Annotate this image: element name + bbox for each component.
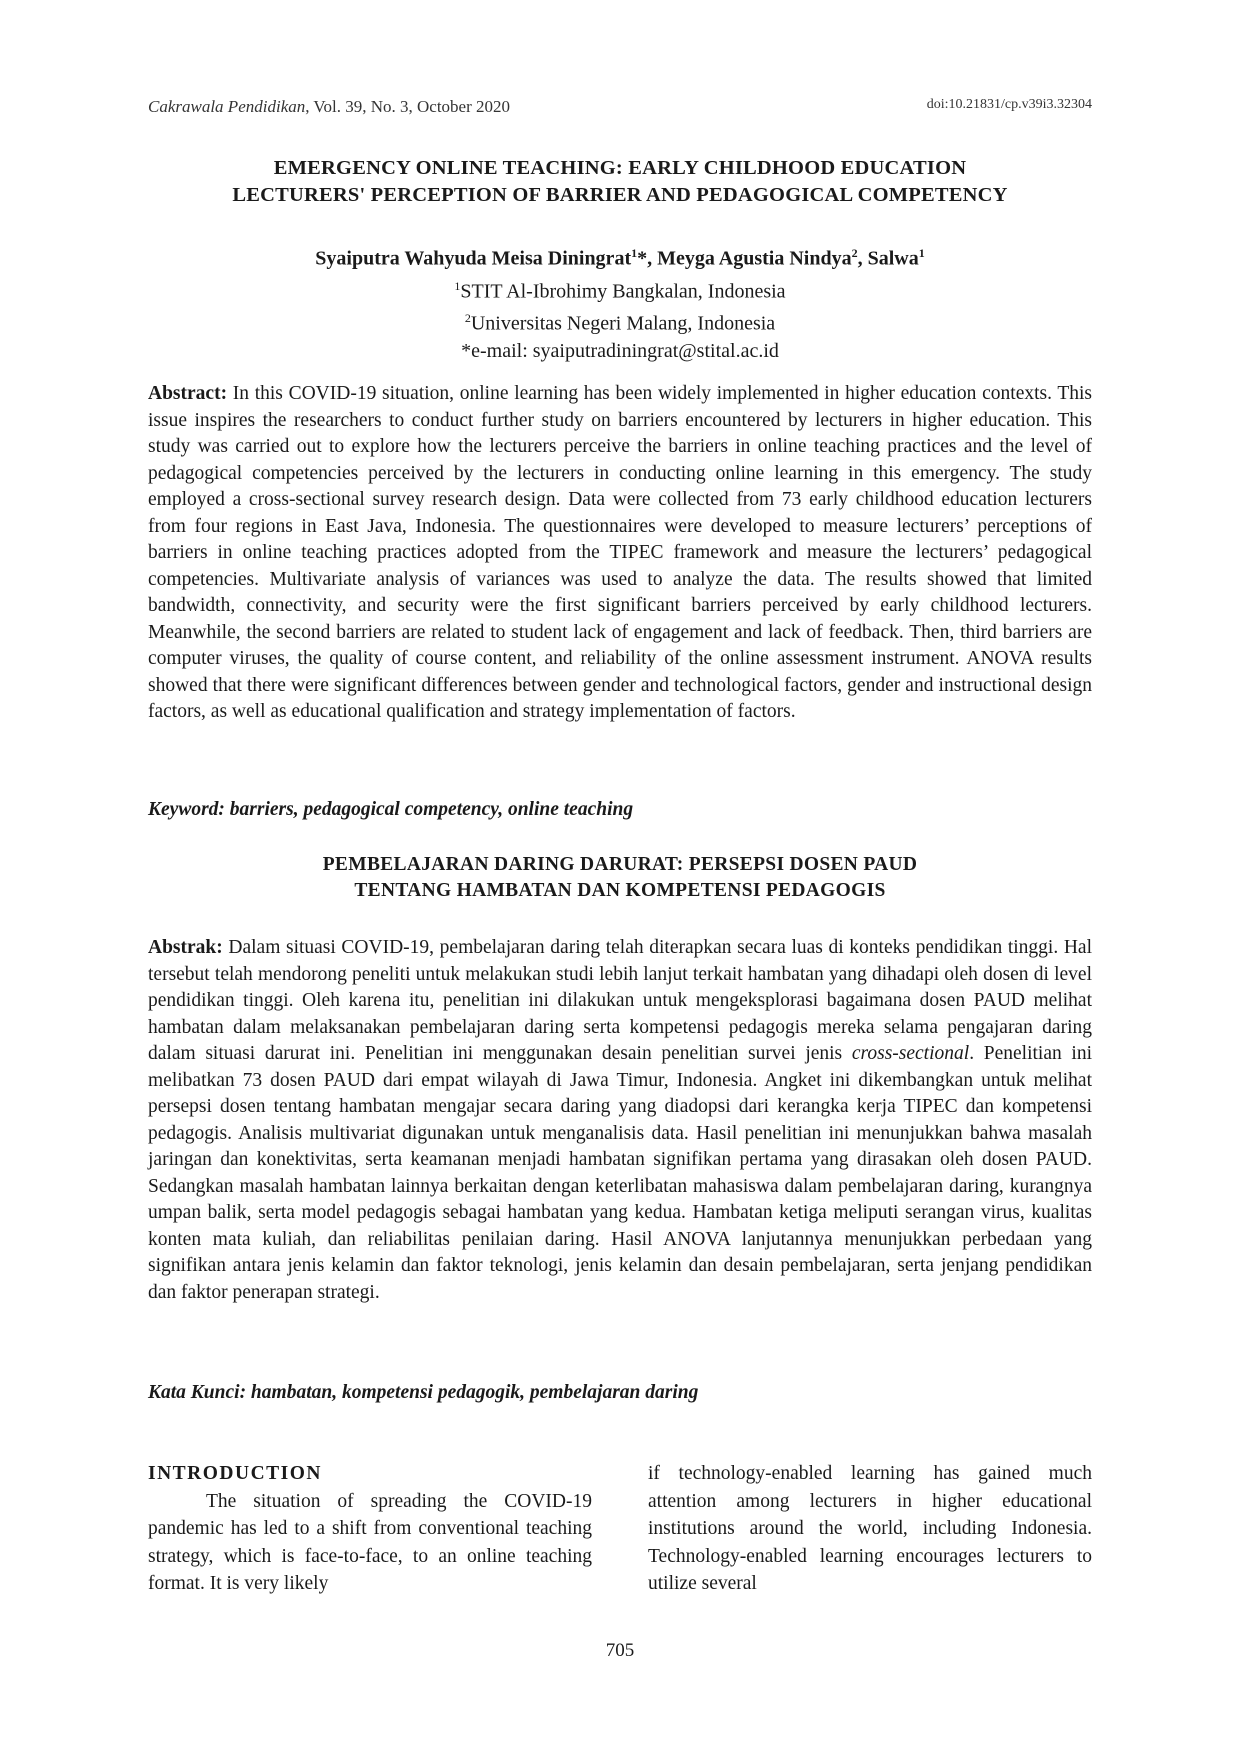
affiliation-2-mark: 2 [464, 311, 471, 326]
corresponding-mark: *, [637, 247, 658, 270]
author-2: Meyga Agustia Nindya [657, 247, 852, 270]
author-block [148, 240, 1092, 365]
title-line-1: EMERGENCY ONLINE TEACHING: EARLY CHILDHOOD EDUCATION [273, 157, 967, 179]
author-3-affiliation-mark: 1 [918, 246, 925, 260]
affiliation-1 [148, 273, 1092, 306]
affiliation-2-text: Universitas Negeri Malang, Indonesia [470, 312, 776, 335]
journal-issue: , Vol. 39, No. 3, October 2020 [305, 97, 511, 116]
author-1-affiliation-mark: 1 [631, 246, 638, 260]
abstrak-text-part-2: . Penelitian ini melibatkan 73 dosen PAUD dari empat wilayah di Jawa Timur, Indonesia. Angket ini dikembangkan untuk melihat persepsi dosen tentang hambatan mengajar secara daring yang diadopsi dari kerangka kerja TIPEC dan kompetensi pedagogis. Analisis multivariat digunakan untuk menganalisis data. Hasil penelitian ini menunjukkan bahwa masalah jaringan dan konektivitas, serta keamanan menjadi hambatan signifikan pertama yang dirasakan oleh dosen PAUD. Sedangkan masalah hambatan lainnya berkaitan dengan keterlibatan mahasiswa dalam pembelajaran daring, kurangnya umpan balik, serta model pedagogis sebagai hambatan yang kedua. Hambatan ketiga meliputi serangan virus, kualitas konten mata kuliah, dan reliabilitas penilaian daring. Hasil ANOVA lanjutannya menunjukkan perbedaan yang signifikan antara jenis kelamin dan faktor teknologi, jenis kelamin dan desain pembelajaran, serta jenjang pendidikan dan faktor penerapan strategi. [148, 1043, 1092, 1303]
abstrak-text-part-1: Dalam situasi COVID-19, pembelajaran daring telah diterapkan secara luas di konteks pendidikan tinggi. Hal tersebut telah mendorong peneliti untuk melakukan studi lebih lanjut terkait hambatan yang dihadapi oleh dosen di level pendidikan tinggi. Oleh karena itu, penelitian ini dilakukan untuk mengeksplorasi bagaimana dosen PAUD melihat hambatan dalam melaksanakan pembelajaran daring serta kompetensi pedagogis mereka selama pengajaran daring dalam situasi darurat ini. Penelitian ini menggunakan desain penelitian survei jenis [148, 937, 1092, 1064]
paper-title [148, 155, 1092, 209]
introduction-left-column [148, 1460, 592, 1598]
abstract-text: In this COVID-19 situation, online learning has been widely implemented in higher education contexts. This issue inspires the researchers to conduct further study on barriers encountered by lecturers in higher education. This study was carried out to explore how the lecturers perceive the barriers in online teaching practices and the level of pedagogical competencies perceived by the lecturers in conducting online learning in this emergency. The study employed a cross-sectional survey research design. Data were collected from 73 early childhood education lecturers from four regions in East Java, Indonesia. The questionnaires were developed to measure lecturers’ perceptions of barriers in online teaching practices adopted from the TIPEC framework and measure the lecturers’ pedagogical competencies. Multivariate analysis of variances was used to analyze the data. The results showed that limited bandwidth, connectivity, and security were the first significant barriers perceived by early childhood lecturers. Meanwhile, the second barriers are related to student lack of engagement and lack of feedback. Then, third barriers are computer viruses, the quality of course content, and reliability of the online assessment instrument. ANOVA results showed that there were significant differences between gender and technological factors, gender and instructional design factors, as well as educational qualification and strategy implementation of factors. [148, 383, 1092, 722]
introduction-right-column [648, 1460, 1092, 1598]
introduction-paragraph-right: if technology-enabled learning has gained much attention among lecturers in higher educational institutions around the world, including Indonesia. Technology-enabled learning encourages lecturers to utilize several [648, 1463, 1092, 1594]
indonesian-title [148, 852, 1092, 904]
abstract-label: Abstract: [148, 383, 228, 404]
keywords-indonesian: Kata Kunci: hambatan, kompetensi pedagogik, pembelajaran daring [148, 1382, 699, 1403]
journal-name: Cakrawala Pendidikan [148, 97, 306, 116]
keywords-english: Keyword: barriers, pedagogical competency, online teaching [148, 799, 634, 820]
author-separator: , [857, 247, 868, 270]
corresponding-email: *e-mail: syaiputradiningrat@stital.ac.id [461, 339, 779, 362]
introduction-heading: INTRODUCTION [148, 1463, 323, 1484]
author-names [148, 240, 1092, 273]
abstract-english [148, 381, 1092, 726]
doi-link[interactable]: doi:10.21831/cp.v39i3.32304 [926, 97, 1092, 112]
author-1: Syaiputra Wahyuda Meisa Diningrat [315, 247, 632, 270]
indonesian-title-line-1: PEMBELAJARAN DARING DARURAT: PERSEPSI DOSEN PAUD [322, 854, 918, 875]
author-3: Salwa [867, 247, 919, 270]
affiliation-2 [148, 305, 1092, 338]
abstrak-label: Abstrak: [148, 937, 223, 958]
abstract-indonesian [148, 935, 1092, 1306]
title-line-2: LECTURERS' PERCEPTION OF BARRIER AND PEDAGOGICAL COMPETENCY [232, 184, 1008, 206]
introduction-paragraph-left: The situation of spreading the COVID-19 pandemic has led to a shift from conventional teaching strategy, which is face-to-face, to an online teaching format. It is very likely [148, 1490, 592, 1594]
indonesian-title-line-2: TENTANG HAMBATAN DAN KOMPETENSI PEDAGOGIS [354, 880, 886, 901]
running-header [148, 97, 1092, 121]
affiliation-1-text: STIT Al-Ibrohimy Bangkalan, Indonesia [460, 280, 786, 303]
abstrak-italic-term: cross-sectional [851, 1043, 970, 1064]
affiliation-1-mark: 1 [454, 278, 461, 293]
page-number: 705 [605, 1640, 635, 1661]
author-2-affiliation-mark: 2 [851, 246, 858, 260]
